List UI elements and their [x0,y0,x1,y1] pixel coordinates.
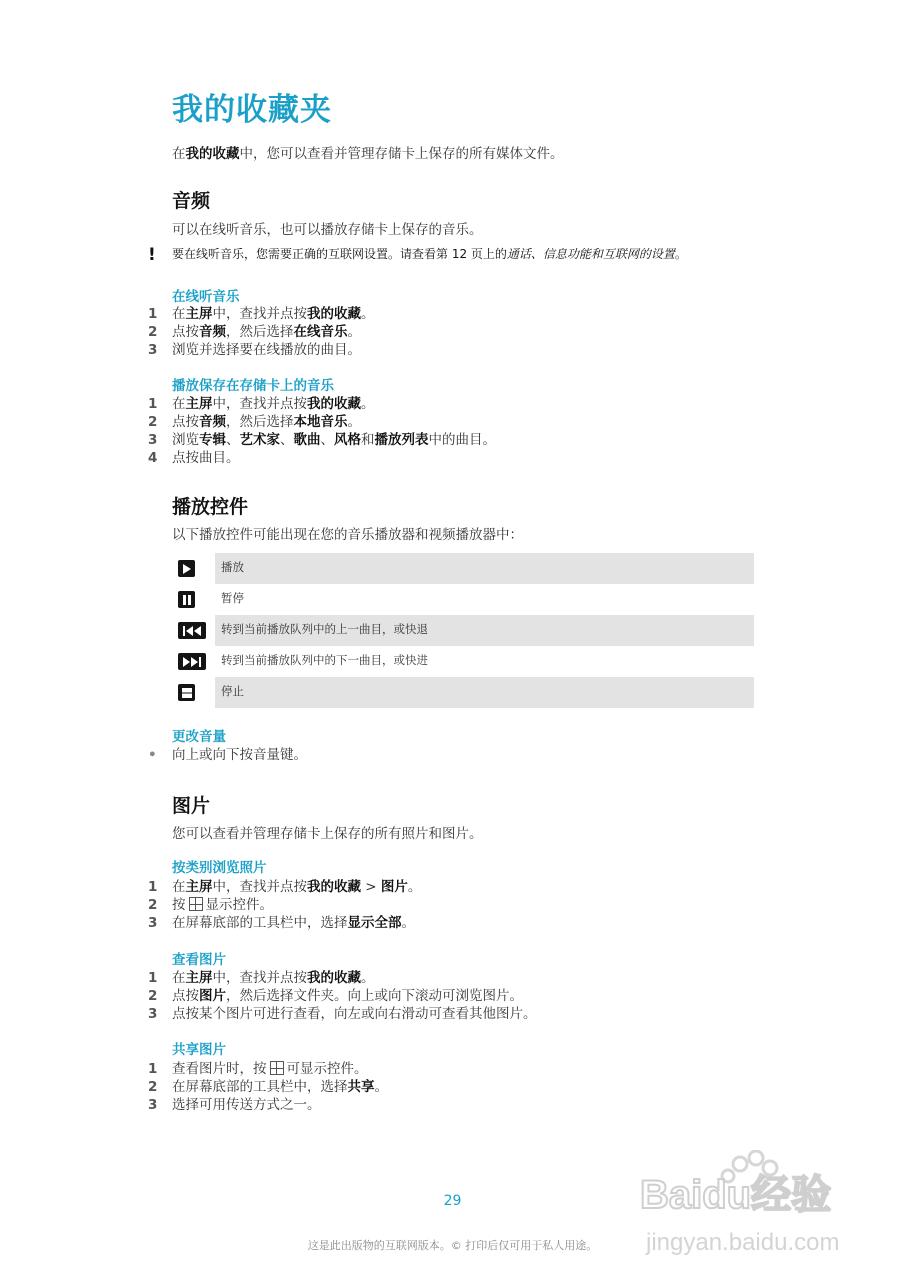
audio-heading: 音频 [172,190,211,212]
pause-icon [178,591,195,608]
previous-track-icon [178,622,206,639]
warning-icon: ! [148,245,156,265]
grid-icon [270,1061,284,1075]
baidu-watermark-logo [640,1150,860,1270]
list-item: 4 点按曲目。 [148,450,240,466]
list-item: 3 点按某个图片可进行查看，向左或向右滑动可查看其他图片。 [148,1006,537,1022]
share-pictures-heading: 共享图片 [172,1042,226,1058]
control-label: 转到当前播放队列中的下一曲目，或快进 [221,653,428,667]
playback-description: 以下播放控件可能出现在您的音乐播放器和视频播放器中： [172,527,523,543]
page-title: 我的收藏夹 [172,92,332,128]
list-item: 2 在屏幕底部的工具栏中，选择共享。 [148,1079,388,1095]
grid-icon [189,897,203,911]
audio-note: ! 要在线听音乐，您需要正确的互联网设置。请查看第 12 页上的通话、信息功能和互联网的设置。 [148,245,687,265]
control-row-stop [172,677,754,708]
stop-icon [178,684,195,701]
list-item: 1 在主屏中，查找并点按我的收藏。 [148,396,375,412]
control-row-pause [172,584,754,615]
watermark-line2: jingyan.baidu.com [646,1229,840,1256]
list-item: 2 点按图片，然后选择文件夹。向上或向下滚动可浏览图片。 [148,988,523,1004]
list-item: 1 在主屏中，查找并点按我的收藏。 [148,306,375,322]
list-item: 3 浏览专辑、艺术家、歌曲、风格和播放列表中的曲目。 [148,432,496,448]
list-item: 1 查看图片时，按 可显示控件。 [148,1061,368,1077]
list-item: 3 在屏幕底部的工具栏中，选择显示全部。 [148,915,415,931]
play-icon [178,560,195,577]
view-pictures-heading: 查看图片 [172,952,226,968]
control-row-previous [172,615,754,646]
list-item: 1 在主屏中，查找并点按我的收藏。 [148,970,375,986]
control-label: 播放 [215,553,754,584]
pictures-heading: 图片 [172,795,211,817]
volume-heading: 更改音量 [172,729,226,745]
list-item: 3 浏览并选择要在线播放的曲目。 [148,342,361,358]
list-item: 2 按 显示控件。 [148,897,273,913]
watermark-line1: Baidu经验 [640,1173,832,1217]
list-item: 1 在主屏中，查找并点按我的收藏 > 图片。 [148,879,422,895]
pictures-description: 您可以查看并管理存储卡上保存的所有照片和图片。 [172,826,483,842]
page-number: 29 [443,1193,462,1209]
audio-description: 可以在线听音乐，也可以播放存储卡上保存的音乐。 [172,222,483,238]
footer-note: 这是此出版物的互联网版本。© 打印后仅可用于私人用途。 [307,1239,598,1252]
intro-paragraph: 在我的收藏中，您可以查看并管理存储卡上保存的所有媒体文件。 [172,146,564,162]
browse-photos-heading: 按类别浏览照片 [172,860,267,876]
control-row-next [172,646,754,677]
control-label: 停止 [215,677,754,708]
next-track-icon [178,653,206,670]
control-row-play [172,553,754,584]
list-item: 3 选择可用传送方式之一。 [148,1097,321,1113]
control-label: 暂停 [221,591,244,605]
list-item: 2 点按音频，然后选择在线音乐。 [148,324,361,340]
online-music-heading: 在线听音乐 [172,289,240,305]
local-music-heading: 播放保存在存储卡上的音乐 [172,378,334,394]
list-item: • 向上或向下按音量键。 [148,747,307,763]
playback-heading: 播放控件 [172,496,249,518]
list-item: 2 点按音频，然后选择本地音乐。 [148,414,361,430]
control-label: 转到当前播放队列中的上一曲目，或快退 [215,615,754,646]
